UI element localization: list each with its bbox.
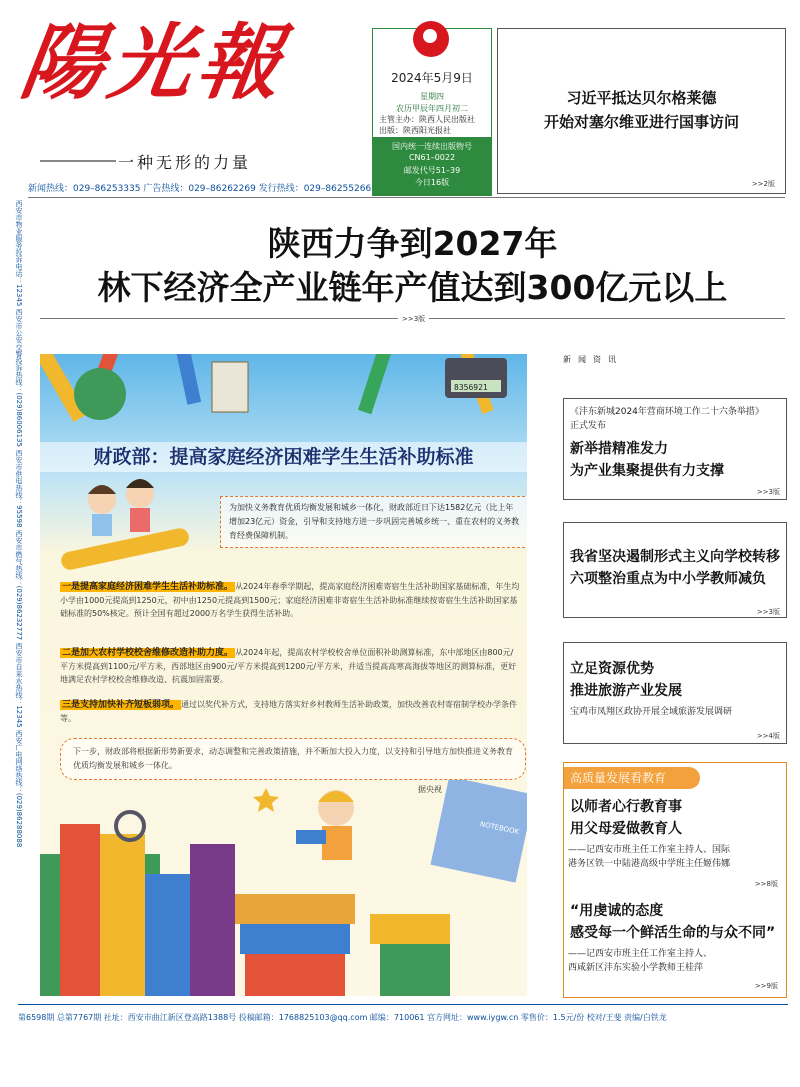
lunar-date: 农历甲辰年四月初二 — [396, 104, 468, 113]
page-count: 今日16版 — [414, 178, 450, 187]
para2-heading: 二是加大农村学校校舍维修改造补助力度。 — [62, 648, 234, 658]
box1-ref[interactable]: >>3版 — [756, 488, 780, 496]
box1-title-2: 为产业集聚提供有力支撑 — [570, 463, 724, 479]
box2-title-1: 我省坚决遏制形式主义向学校转移 — [570, 549, 780, 565]
footer-info: 第6598期 总第7767期 社址：西安市曲江新区登高路1388号 投稿邮箱：1768825103@qq.com 邮编：710061 官方网址：www.iygw.cn 零售价：1.5元/份 校对/王斐 责编/白铁龙 — [18, 1013, 667, 1022]
box3-title-1: 立足资源优势 — [570, 661, 654, 677]
box3-subtitle: 宝鸡市凤翔区政协开展全域旅游发展调研 — [570, 707, 733, 717]
para1-heading: 一是提高家庭经济困难学生生活补助标准。 — [62, 582, 234, 592]
edu1-subtitle-1: ——记西安市班主任工作室主持人、国际 — [568, 845, 731, 855]
slogan: 一种无形的力量 — [118, 153, 252, 172]
box3-ref[interactable]: >>4版 — [756, 732, 780, 740]
education-column — [563, 762, 787, 998]
calculator-icon — [445, 358, 507, 398]
service-hotline-strip: 西安市物业服务投诉电话：12345 西安市公安交警投诉热线：(029)86006135 西安市供电热线：95598 西安市燃气热线：(029)86232777 西安市自来水热线：12345 西安广电网络热线：(029)86288088 — [15, 200, 23, 848]
feature-para-1 — [60, 580, 520, 620]
feature-para-3 — [60, 698, 520, 725]
globe-icon — [74, 368, 126, 420]
headline-line1: 陕西力争到2027年 — [267, 224, 558, 263]
box2-ref[interactable]: >>3版 — [756, 608, 780, 616]
calc-display: 8356921 — [454, 383, 488, 392]
edu2-subtitle-2: 西咸新区沣东实验小学教师王桂萍 — [568, 963, 704, 973]
top-news-line2: 开始对塞尔维亚进行国事访问 — [543, 113, 739, 131]
sun-icon — [413, 21, 449, 57]
jumping-boy-icon — [296, 790, 354, 860]
box3-title-2: 推进旅游产业发展 — [570, 683, 682, 699]
sponsor: 主管主办：陕西人民出版社 — [379, 115, 475, 124]
top-news-line1: 习近平抵达贝尔格莱德 — [566, 89, 717, 107]
feature-para-2 — [60, 646, 520, 686]
date-box — [372, 28, 492, 196]
cn-label: 国内统一连续出版物号 — [392, 142, 472, 151]
lamp-icon — [212, 362, 248, 412]
hotlines: 新闻热线：029–86253335 广告热线：029–86262269 发行热线：029–86255266 — [28, 184, 372, 194]
para2-body: 从2024年起，提高农村学校校舍单位面积补助测算标准，东中部地区由800元/平方米提高到1100元/平方米，西部地区由900元/平方米提高到1200元/平方米，并适当提高高寒高海拔等地区的测算标准，更好地满足农村学校校舍维修改造、抗震加固需要。 — [60, 648, 517, 684]
box2-title-2: 六项整治重点为中小学教师减负 — [570, 571, 766, 587]
education-column-label: 高质量发展看教育 — [564, 767, 700, 789]
para1-body: 从2024年春季学期起，提高家庭经济困难寄宿生生活补助国家基础标准，年生均小学由1000元提高到1250元，初中由1250元提高到1500元；家庭经济困难非寄宿生生活补助标准继续按寄宿生生活补助国家基础标准的50%核定。预计全国有超过2000万名学生获得生活补助。 — [60, 582, 520, 618]
postal-code: 邮发代号51–39 — [403, 166, 461, 175]
para3-heading: 三是支持加快补齐短板弱项。 — [62, 700, 180, 710]
news-section-label: 新闻资讯 — [563, 355, 623, 364]
edu1-title-2[interactable]: 用父母爱做教育人 — [570, 821, 682, 837]
publisher: 出版：陕西阳光报社 — [379, 126, 451, 135]
edu2-title-1[interactable]: “用虔诚的态度 — [570, 903, 664, 919]
slogan-divider — [40, 160, 116, 162]
masthead-rule — [28, 197, 785, 198]
edu2-subtitle-1: ——记西安市班主任工作室主持人、 — [568, 949, 713, 959]
feature-title[interactable]: 财政部：提高家庭经济困难学生生活补助标准 — [40, 442, 527, 472]
box1-subtitle-1: 《沣东新城2024年营商环境工作二十六条举措》 — [570, 407, 764, 417]
feature-credit: 据央视 — [418, 785, 442, 794]
edu2-ref[interactable]: >>9版 — [754, 982, 778, 990]
top-news-box[interactable] — [497, 28, 786, 194]
issue-date: 2024年5月9日 — [391, 71, 473, 85]
right-news-box-3[interactable] — [563, 642, 787, 744]
edu2-title-2[interactable]: 感受每一个鲜活生命的与众不同” — [570, 925, 776, 941]
headline-ref[interactable]: >>3版 — [398, 314, 429, 324]
right-news-box-2[interactable] — [563, 522, 787, 618]
feature-note: 下一步，财政部将根据新形势新要求，动态调整和完善政策措施，并不断加大投入力度，以支持和引导地方加快推进义务教育优质均衡发展和城乡一体化。 — [60, 738, 526, 780]
edu1-subtitle-2: 港务区铁一中陆港高级中学班主任姬伟娜 — [568, 859, 731, 869]
edu1-ref[interactable]: >>8版 — [754, 880, 778, 888]
headline-line2: 林下经济全产业链年产值达到300亿元以上 — [97, 268, 728, 307]
box1-subtitle-2: 正式发布 — [570, 421, 607, 431]
lead-headline[interactable] — [40, 222, 785, 310]
footer-rule — [18, 1004, 788, 1005]
star-icon — [253, 788, 279, 812]
notebook-label: NOTEBOOK — [479, 820, 520, 837]
kids-on-pencil-icon — [60, 479, 191, 571]
newspaper-logo: 陽光報 — [15, 15, 293, 111]
cn-number: CN61–0022 — [408, 153, 456, 162]
para3-body: 通过以奖代补方式，支持地方落实好乡村教师生活补助政策，加快改善农村寄宿制学校办学条件等。 — [60, 700, 518, 723]
feature-intro: 为加快义务教育优质均衡发展和城乡一体化，财政部近日下达1582亿元（比上年增加23亿元）资金，引导和支持地方进一步巩固完善城乡统一、重在农村的义务教育经费保障机制。 — [220, 496, 527, 548]
issn-panel — [373, 137, 491, 195]
edu1-title-1[interactable]: 以师者心行教育事 — [570, 799, 682, 815]
right-news-box-1[interactable] — [563, 398, 787, 500]
top-news-ref[interactable]: >>2版 — [751, 180, 775, 188]
weekday: 星期四 — [420, 92, 444, 101]
books-stack-icon — [40, 777, 527, 996]
feature-panel — [40, 354, 527, 996]
box1-title-1: 新举措精准发力 — [570, 441, 668, 457]
